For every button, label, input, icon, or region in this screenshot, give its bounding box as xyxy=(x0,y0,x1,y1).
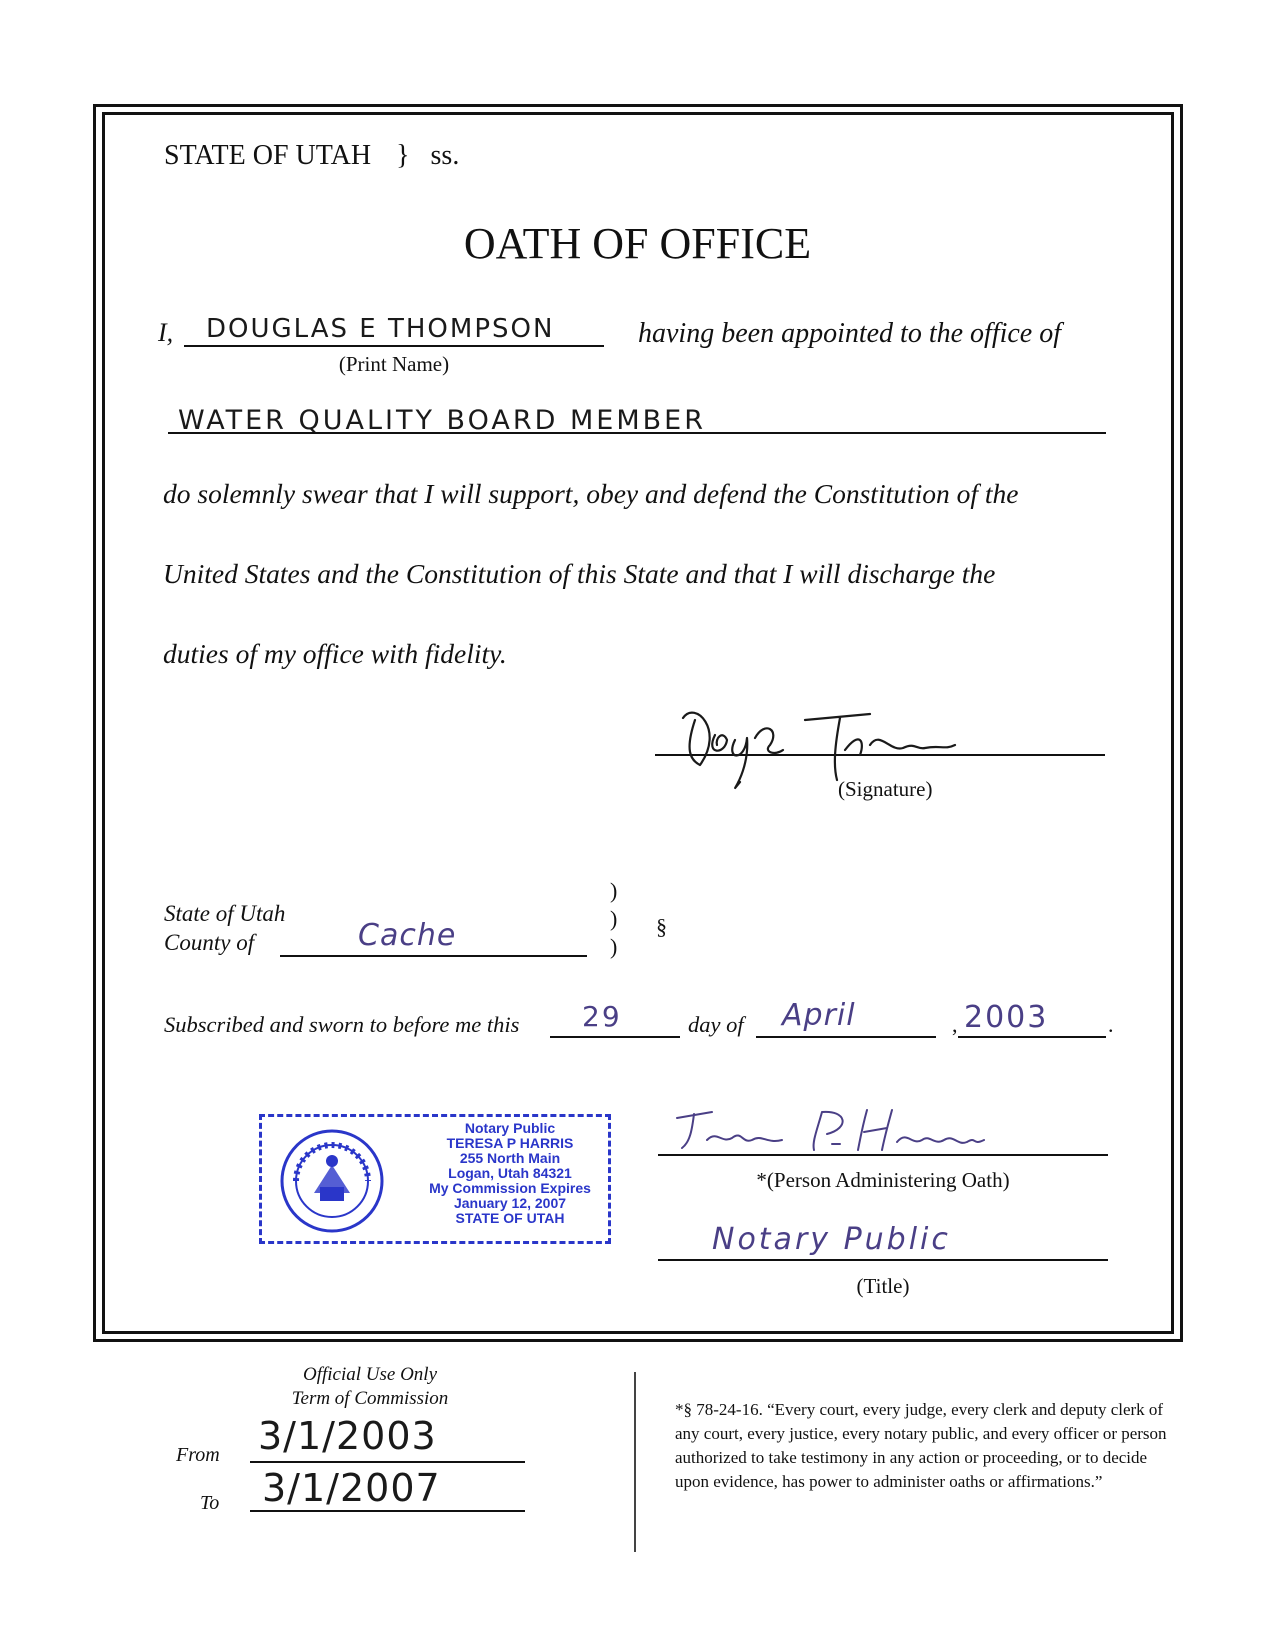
brace: } xyxy=(396,140,410,171)
from-value: 3/1/2003 xyxy=(258,1414,437,1458)
official-heading: Official Use Only xyxy=(302,1364,438,1385)
month-underline xyxy=(756,1036,936,1038)
statute-footnote: *§ 78-24-16. “Every court, every judge, every clerk and deputy clerk of any court, every justice, every notary public, and every officer or person authorized to take testimony in any action or proceeding, or to decide upon evidence, has power to administer oaths or affirmations.” xyxy=(675,1400,1167,1491)
divider-line xyxy=(634,1372,636,1552)
sworn-prefix: Subscribed and sworn to before me this xyxy=(164,1012,520,1037)
period: . xyxy=(1108,1012,1114,1037)
administrator-signature xyxy=(672,1100,1032,1160)
year-value: 2003 xyxy=(964,1000,1049,1035)
office-underline xyxy=(168,432,1106,434)
signature-caption: (Signature) xyxy=(838,777,933,801)
to-underline xyxy=(250,1510,525,1512)
paren-2: ) xyxy=(610,906,618,931)
venue-state: State of Utah xyxy=(164,901,286,926)
venue-county-label: County of xyxy=(164,930,255,955)
stamp-line-7: STATE OF UTAH xyxy=(455,1210,565,1226)
oath-line-2: United States and the Constitution of this State and that I will discharge the xyxy=(163,558,996,589)
stamp-line-3: 255 North Main xyxy=(459,1150,561,1166)
stamp-text xyxy=(410,1121,610,1226)
term-heading: Term of Commission xyxy=(291,1388,449,1409)
oath-line-1: do solemnly swear that I will support, obey and defend the Constitution of the xyxy=(163,478,1019,509)
year-underline xyxy=(958,1036,1106,1038)
stamp-line-4: Logan, Utah 84321 xyxy=(448,1165,572,1181)
stamp-line-6: January 12, 2007 xyxy=(453,1195,567,1211)
section-symbol: § xyxy=(656,914,667,939)
month-value: April xyxy=(782,998,856,1033)
title-caption: (Title) xyxy=(856,1274,910,1298)
document-title: OATH OF OFFICE xyxy=(463,219,812,268)
oath-signature xyxy=(655,690,1015,810)
to-label: To xyxy=(200,1492,220,1514)
state-label: STATE OF UTAH xyxy=(164,140,372,171)
day-value: 29 xyxy=(582,1000,622,1033)
notary-stamp xyxy=(259,1114,611,1244)
oath-line-3: duties of my office with fidelity. xyxy=(163,638,507,669)
day-underline xyxy=(550,1036,680,1038)
notary-title-value: Notary Public xyxy=(712,1222,951,1257)
stamp-line-1: Notary Public xyxy=(464,1120,556,1136)
state-heading xyxy=(164,140,459,172)
oath-prefix: I, xyxy=(158,318,174,347)
county-underline xyxy=(280,955,587,957)
office-name: WATER QUALITY BOARD MEMBER xyxy=(178,405,706,436)
paren-3: ) xyxy=(610,934,618,959)
stamp-line-5: My Commission Expires xyxy=(429,1180,591,1196)
paren-1: ) xyxy=(610,878,618,903)
printed-name: DOUGLAS E THOMPSON xyxy=(206,314,555,344)
stamp-line-2: TERESA P HARRIS xyxy=(446,1135,574,1151)
title-line xyxy=(658,1259,1108,1261)
day-of-label: day of xyxy=(688,1012,744,1037)
from-underline xyxy=(250,1461,525,1463)
appointed-text: having been appointed to the office of xyxy=(638,318,1062,349)
to-value: 3/1/2007 xyxy=(262,1466,441,1510)
from-label: From xyxy=(176,1444,220,1466)
state-seal-icon xyxy=(274,1127,398,1235)
administrator-caption: *(Person Administering Oath) xyxy=(756,1168,1010,1192)
name-underline xyxy=(184,345,604,347)
ss-label: ss. xyxy=(430,140,460,171)
print-name-caption: (Print Name) xyxy=(338,352,450,376)
county-value: Cache xyxy=(358,918,457,953)
comma: , xyxy=(952,1012,958,1037)
